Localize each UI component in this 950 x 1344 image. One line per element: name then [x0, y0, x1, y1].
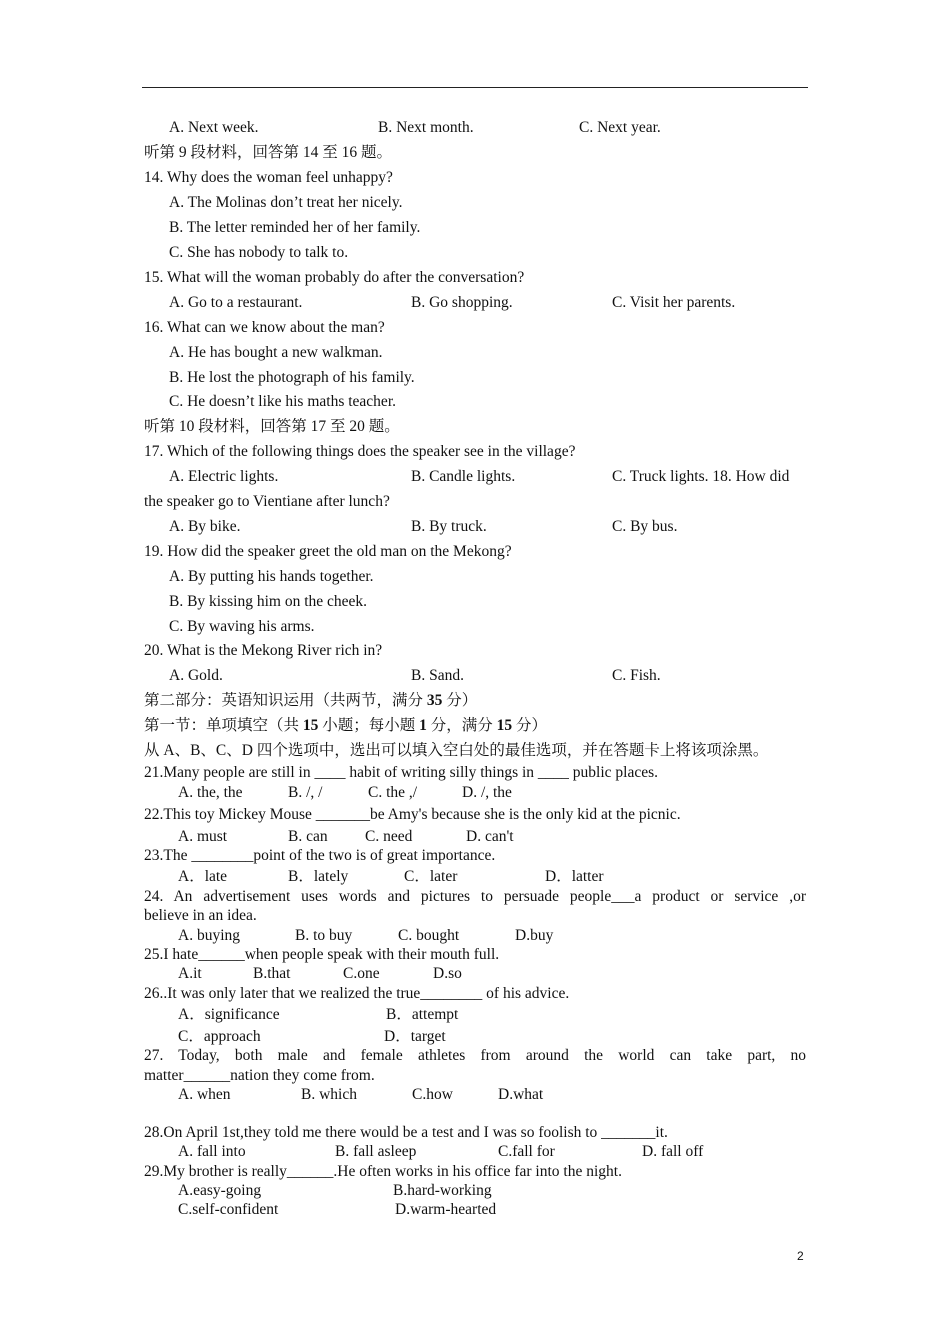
q16-option-a: A. He has bought a new walkman. — [169, 344, 383, 361]
q19-option-a: A. By putting his hands together. — [169, 568, 374, 585]
q17-option-a: A. Electric lights. — [169, 468, 279, 485]
q22-option-c: C. need — [365, 828, 413, 845]
q24-option-d: D.buy — [515, 927, 554, 944]
q24-stem-line-1: 24. An advertisement uses words and pictures to persuade people___a product or service ,or — [144, 888, 806, 905]
q13-option-c: C. Next year. — [579, 119, 661, 136]
q22-option-d: D. can't — [466, 828, 514, 845]
q18-option-c: C. By bus. — [612, 518, 678, 535]
q26-option-a: A．significance — [178, 1006, 280, 1023]
q21-option-d: D. /, the — [462, 784, 512, 801]
q28-option-d: D. fall off — [642, 1143, 704, 1160]
q18-option-b: B. By truck. — [411, 518, 487, 535]
q29-option-a: A.easy-going — [178, 1182, 262, 1199]
q21-option-b: B. /, / — [288, 784, 323, 801]
q24-stem-line-2: believe in an idea. — [144, 907, 257, 924]
q14-option-b: B. The letter reminded her of her family. — [169, 219, 421, 236]
q19-stem: 19. How did the speaker greet the old man on the Mekong? — [144, 543, 512, 560]
q24-option-b: B. to buy — [295, 927, 353, 944]
q23-stem: 23.The ________point of the two is of great importance. — [144, 847, 496, 864]
q25-option-b: B.that — [253, 965, 291, 982]
q26-option-d: D．target — [384, 1028, 446, 1045]
q17-option-b: B. Candle lights. — [411, 468, 516, 485]
q20-stem: 20. What is the Mekong River rich in? — [144, 642, 383, 659]
q29-option-b: B.hard-working — [393, 1182, 492, 1199]
q21-option-a: A. the, the — [178, 784, 243, 801]
q15-option-b: B. Go shopping. — [411, 294, 513, 311]
q26-option-c: C．approach — [178, 1028, 261, 1045]
q24-option-a: A. buying — [178, 927, 240, 944]
q23-option-c: C．later — [404, 868, 458, 885]
q16-stem: 16. What can we know about the man? — [144, 319, 385, 336]
q17-option-c: C. Truck lights. 18. How did — [612, 468, 790, 485]
section-1-heading: 第一节：单项填空（共 15 小题；每小题 1 分，满分 15 分） — [144, 717, 548, 734]
instruction-text: 从 A、B、C、D 四个选项中，选出可以填入空白处的最佳选项，并在答题卡上将该项涂黑。 — [144, 742, 769, 759]
section-10-heading: 听第 10 段材料，回答第 17 至 20 题。 — [144, 418, 400, 435]
q23-option-a: A．late — [178, 868, 228, 885]
q25-option-a: A.it — [178, 965, 202, 982]
q21-stem: 21.Many people are still in ____ habit of writing silly things in ____ public places. — [144, 764, 659, 781]
q25-option-c: C.one — [343, 965, 380, 982]
q26-stem: 26..It was only later that we realized the true________ of his advice. — [144, 985, 570, 1002]
page-number: 2 — [797, 1249, 804, 1263]
q27-option-a: A. when — [178, 1086, 231, 1103]
q25-option-d: D.so — [433, 965, 462, 982]
q29-option-d: D.warm-hearted — [395, 1201, 497, 1218]
part-2-heading: 第二部分：英语知识运用（共两节，满分 35 分） — [144, 692, 478, 709]
q27-option-c: C.how — [412, 1086, 453, 1103]
q20-option-a: A. Gold. — [169, 667, 223, 684]
q27-option-b: B. which — [301, 1086, 357, 1103]
q19-option-b: B. By kissing him on the cheek. — [169, 593, 368, 610]
q16-option-b: B. He lost the photograph of his family. — [169, 369, 415, 386]
q29-stem: 29.My brother is really______.He often works in his office far into the night. — [144, 1163, 622, 1180]
q25-stem: 25.I hate______when people speak with their mouth full. — [144, 946, 500, 963]
q23-option-b: B．lately — [288, 868, 349, 885]
q28-option-a: A. fall into — [178, 1143, 246, 1160]
header-rule — [142, 87, 808, 88]
q14-option-c: C. She has nobody to talk to. — [169, 244, 349, 261]
q24-option-c: C. bought — [398, 927, 460, 944]
q14-stem: 14. Why does the woman feel unhappy? — [144, 169, 393, 186]
q19-option-c: C. By waving his arms. — [169, 618, 315, 635]
q27-option-d: D.what — [498, 1086, 544, 1103]
q23-option-d: D．latter — [545, 868, 604, 885]
q20-option-c: C. Fish. — [612, 667, 661, 684]
q17-stem: 17. Which of the following things does the speaker see in the village? — [144, 443, 576, 460]
q15-option-a: A. Go to a restaurant. — [169, 294, 303, 311]
q27-stem-line-1: 27. Today, both male and female athletes from around the world can take part, no — [144, 1047, 806, 1064]
q26-option-b: B．attempt — [386, 1006, 459, 1023]
q28-stem: 28.On April 1st,they told me there would be a test and I was so foolish to _______it. — [144, 1124, 668, 1141]
q28-option-c: C.fall for — [498, 1143, 555, 1160]
q14-option-a: A. The Molinas don’t treat her nicely. — [169, 194, 403, 211]
q22-stem: 22.This toy Mickey Mouse _______be Amy's because she is the only kid at the picnic. — [144, 806, 681, 823]
q21-option-c: C. the ,/ — [368, 784, 418, 801]
q29-option-c: C.self-confident — [178, 1201, 279, 1218]
q22-option-a: A. must — [178, 828, 228, 845]
q28-option-b: B. fall asleep — [335, 1143, 417, 1160]
q22-option-b: B. can — [288, 828, 328, 845]
q15-option-c: C. Visit her parents. — [612, 294, 736, 311]
q16-option-c: C. He doesn’t like his maths teacher. — [169, 393, 396, 410]
q15-stem: 15. What will the woman probably do after the conversation? — [144, 269, 525, 286]
q20-option-b: B. Sand. — [411, 667, 464, 684]
q27-stem-line-2: matter______nation they come from. — [144, 1067, 375, 1084]
q13-option-a: A. Next week. — [169, 119, 259, 136]
q18-option-a: A. By bike. — [169, 518, 241, 535]
q18-stem-continued: the speaker go to Vientiane after lunch? — [144, 493, 390, 510]
q13-option-b: B. Next month. — [378, 119, 474, 136]
section-9-heading: 听第 9 段材料，回答第 14 至 16 题。 — [144, 144, 393, 161]
